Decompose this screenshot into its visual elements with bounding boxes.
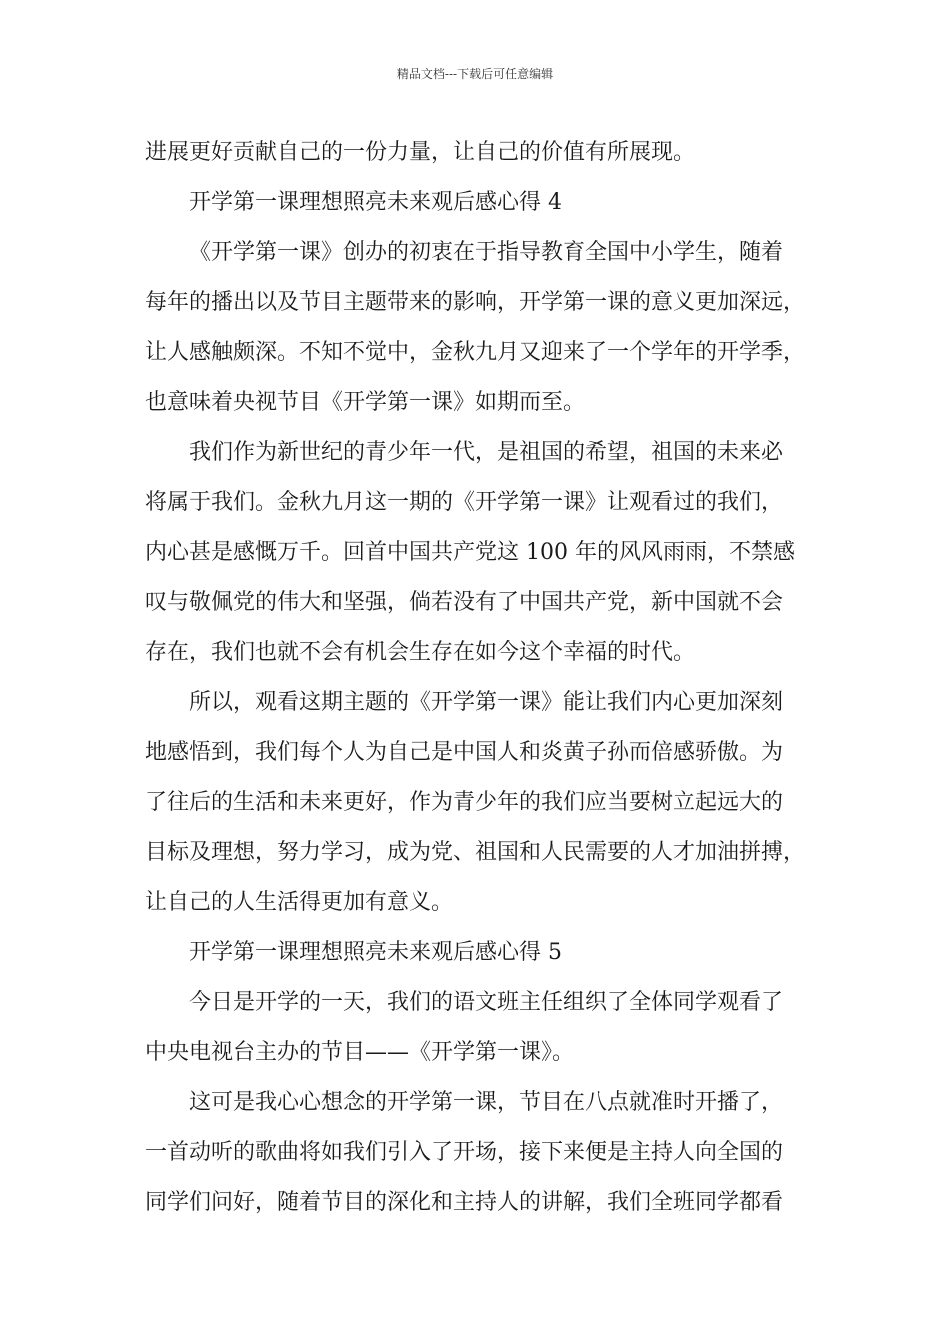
- paragraph-line: 叹与敬佩党的伟大和坚强，倘若没有了中国共产党，新中国就不会: [145, 590, 784, 615]
- paragraph-line: 了往后的生活和未来更好，作为青少年的我们应当要树立起远大的: [145, 790, 784, 815]
- paragraph-line: 所以，观看这期主题的《开学第一课》能让我们内心更加深刻: [189, 690, 784, 715]
- paragraph-line: 存在，我们也就不会有机会生存在如今这个幸福的时代。: [145, 640, 696, 665]
- paragraph-line: 同学们问好，随着节目的深化和主持人的讲解，我们全班同学都看: [145, 1190, 784, 1215]
- paragraph-line: 一首动听的歌曲将如我们引入了开场，接下来便是主持人向全国的: [145, 1140, 784, 1165]
- page-header: 精品文档---下载后可任意编辑: [396, 67, 554, 81]
- paragraph-line: 地感悟到，我们每个人为自己是中国人和炎黄子孙而倍感骄傲。为: [145, 740, 784, 765]
- document-body: [145, 128, 813, 1228]
- paragraph-line: 每年的播出以及节目主题带来的影响，开学第一课的意义更加深远，: [145, 290, 806, 315]
- paragraph-line: 目标及理想，努力学习，成为党、祖国和人民需要的人才加油拼搏，: [145, 840, 806, 865]
- paragraph-line: 《开学第一课》创办的初衷在于指导教育全国中小学生，随着: [189, 240, 784, 265]
- paragraph-line: 让人感触颇深。不知不觉中，金秋九月又迎来了一个学年的开学季，: [145, 340, 806, 365]
- paragraph-line: 将属于我们。金秋九月这一期的《开学第一课》让观看过的我们，: [145, 490, 784, 515]
- section-heading: 开学第一课理想照亮未来观后感心得 4: [189, 190, 562, 215]
- paragraph-line: 让自己的人生活得更加有意义。: [145, 890, 454, 915]
- paragraph-line: 这可是我心心想念的开学第一课，节目在八点就准时开播了，: [189, 1090, 784, 1115]
- section-heading: 开学第一课理想照亮未来观后感心得 5: [189, 940, 562, 965]
- paragraph-line: 也意味着央视节目《开学第一课》如期而至。: [145, 390, 586, 415]
- paragraph-line: 进展更好贡献自己的一份力量，让自己的价值有所展现。: [145, 140, 696, 165]
- paragraph-line: 我们作为新世纪的青少年一代，是祖国的希望，祖国的未来必: [189, 440, 784, 465]
- paragraph-line: 今日是开学的一天，我们的语文班主任组织了全体同学观看了: [189, 990, 784, 1015]
- paragraph-line: 中央电视台主办的节目——《开学第一课》。: [145, 1040, 575, 1065]
- paragraph-line: 内心甚是感慨万千。回首中国共产党这 100 年的风风雨雨，不禁感: [145, 540, 795, 565]
